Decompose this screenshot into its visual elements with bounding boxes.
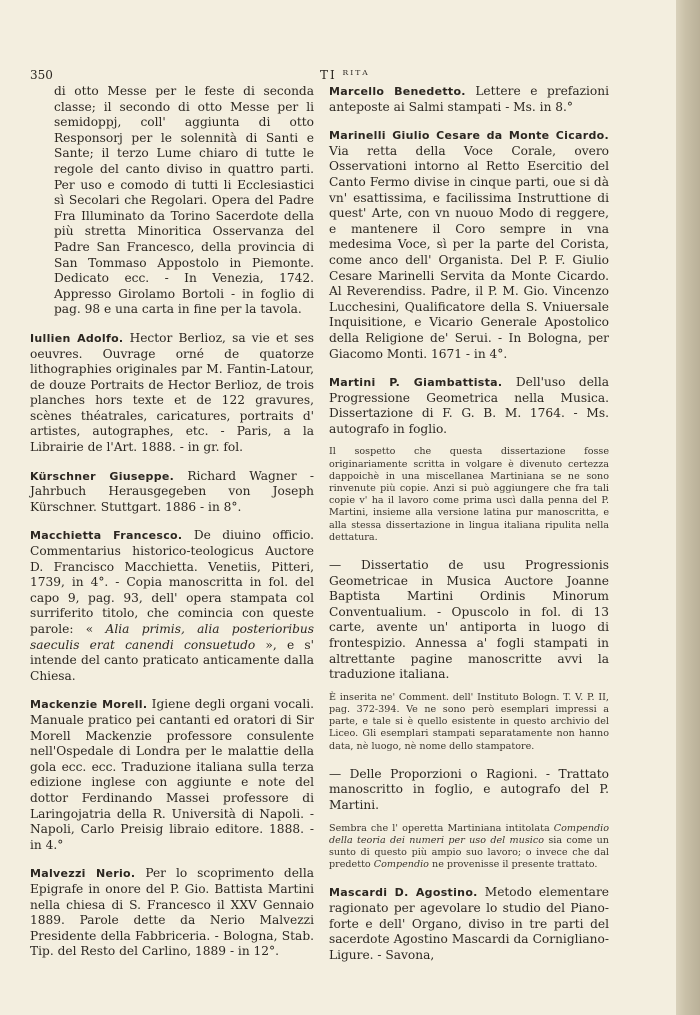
entry-text: Per lo scoprimento della Epigrafe in onore del P. Gio. Battista Martini nella chiesa di S. Francesco il XXV Gennaio 1889. Parole dette da Nerio Malvezzi Presidente della Fabbriceria. - Bologna, Stab. Tip. del Resto del Carlino, 1889 - in 12°. [30,866,314,959]
entry-italic-quote: Alia primis, alia posterioribus saeculis erat canendi consuetudo [30,622,314,652]
entry-text: Metodo elementare ragionato per agevolare lo studio del Piano-forte e dell' Organo, diviso in tre parti del sacerdote Agostino Mascardi da Corniglianо-Ligure. - Savona, [329,885,609,962]
footnote-martini-3 [329,823,609,872]
entry-dissertatio: — Dissertatio de usu Progressionis Geometricae in Musica Auctore Joanne Baptista Martini Ordinis Minorum Conventualium. - Opuscolo in fol. di 13 carte, avente un' antiporta in luogo di frontespizio. Annessa a' fogli stampati in altrettante pagine manoscritte avvi la traduzione italiana. [329,558,609,682]
entry-macchietta [30,528,314,684]
entry-martini [329,375,609,437]
footnote-martini-1: Il sospetto che questa dissertazione fosse originariamente scritta in volgare è divenuto certezza dappoichè in una miscellanea Martiniana se ne sono rinvenute più copie. Anzi si può aggiungere che fra tali copie v' ha il lavoro come prima uscì dalla penna del P. Martini, insieme alla versione latina pur manoscritta, e alla stessa dissertazione in lingua italiana ripulita nella dettatura. [329,446,609,543]
entry-heading: Malvezzi Nerio. [30,867,136,881]
book-binding-edge [676,0,700,1015]
running-head: TI ᴿᴵᵀᴬ [320,68,370,82]
entry-text: Richard Wagner - Jahrbuch Herausgegeben von Joseph Kürschner. Stuttgart. 1886 - in 8°. [30,468,314,514]
entry-text: Hector Berlioz, sa vie et ses oeuvres. Ouvrage orné de quatorze lithographies originales par M. Fantin-Latour, de douze Portraits de Hector Berlioz, de trois planches hors texte et de 122 gravures, scènes théatrales, caricatures, portraits d' artistes, autographes, etc. - Paris, a la Librairie de l'Art. 1888. - in gr. fol. [30,330,314,455]
entry-heading: Martini P. Giambattista. [329,376,503,390]
note-text: ne provenisse il presente trattato. [428,859,598,871]
entry-heading: Kürschner Giuseppe. [30,469,175,483]
entry-text: Dell'uso della Progressione Geometrica nella Musica. Dissertazione di F. G. B. M. 1764. - Ms. autografo in foglio. [329,375,609,436]
entry-heading: Marcello Benedetto. [329,85,466,98]
right-column [329,84,609,976]
entry-text: Lettere e prefazioni anteposte ai Salmi stampati - Ms. in 8.° [329,84,609,114]
entry-marcello [329,84,609,115]
entry-heading: Mackenzie Morell. [30,698,148,712]
left-column [30,84,314,973]
note-text: Sembra che l' operetta Martiniana intitolata [329,822,554,834]
page-number: 350 [30,68,53,82]
entry-text: Igiene degli organi vocali. Manuale pratico pei cantanti ed oratori di Sir Morell Mackenzie professore consulente nell'Ospedale di Londra per le malattie della gola ecc. ecc. Traduzione italiana sulla terza edizione inglese con aggiunte e note del dottor Ferdinando Massei professore di Laringojatria della R. Università di Napoli. - Napoli, Carlo Preisig libraio editore. 1888. - in 4.° [30,697,314,852]
entry-text: Via retta della Voce Corale, overo Osservationi intorno al Retto Esercitio del Canto Fermo divise in cinque parti, oue si dà vn' esattissima, e facilissima Instruttione di quest' Arte, con vn nuouo Modo di reggere, e mantenere il Coro sempre in vna medesima Voce, sì per la parte del Corista, come anco dell' Organista. Del P. F. Giulio Cesare Marinelli Servita da Monte Cicardo. Al Reverendiss. Padre, il P. M. Gio. Vincenzo Lucchesini, Qualificatore della S. Vniuersale Inquisitione, e Vicario Generale Apostolico della Religione de' Serui. - In Bologna, per Giacomo Monti. 1671 - in 4°. [329,143,609,361]
note-italic-title: Compendio [373,859,429,871]
entry-malvezzi [30,866,314,960]
entry-text: di otto Messe per le feste di seconda classe; il secondo di otto Messe per li semidoppj, coll' aggiunta di otto Responsorj per le solennità di Santi e Sante; il terzo Lume chiaro di tutte le regole del canto diviso in quattro parti. Per uso e comodo di tutti li Ecclesiastici sì Secolari che Regolari. Opera del Padre Fra Illuminato da Torino Sacerdote della più stretta Minoritica Osservanza del Padre San Francesco, della provincia di San Tommaso Appostolo in Piemonte. Dedicato ecc. - In Venezia, 1742. Appresso Girolamo Bortoli - in foglio di pag. 98 e una carta in fine per la tavola. [54,84,314,317]
note-italic-title: Compendio della teoria dei numeri per uso del musico [329,822,609,846]
entry-iullien [30,331,314,456]
note-text: sia come un sunto di questo più ampio suo lavoro; o invece che dal predetto [329,834,609,871]
entry-proporzioni: — Delle Proporzioni o Ragioni. - Trattato manoscritto in foglio, e autografo del P. Martini. [329,766,609,813]
footnote-martini-2: È inserita ne' Comment. dell' Instituto Bologn. T. V. P. II, pag. 372-394. Ve ne sono però esemplari impressi a parte, e tale si è quello esistente in questo archivio del Liceo. Gli esemplari stampati separatamente non hanno data, nè luogo, nè nome dello stampatore. [329,691,609,752]
entry-continuation [54,84,314,318]
entry-heading: Mascardi D. Agostino. [329,886,478,900]
entry-marinelli [329,128,609,362]
entry-kurschner [30,469,314,516]
entry-text-tail: », e s' intende del canto praticato anticamente dalla Chiesa. [30,637,314,683]
entry-heading: Macchietta Francesco. [30,529,183,543]
entry-text: De diuino officio. Commentarius historico-teologicus Auctore D. Francisco Macchietta. Venetiis, Pitteri, 1739, in 4°. - Copia manoscritta in fol. del capo 9, pag. 93, dell' opera stampata col surriferito titolo, che comincia con queste parole: « [30,528,314,636]
entry-heading: Iullien Adolfo. [30,331,124,345]
entry-mascardi [329,885,609,963]
entry-mackenzie [30,697,314,853]
entry-heading: Marinelli Giulio Cesare da Monte Cicardo. [329,129,609,143]
